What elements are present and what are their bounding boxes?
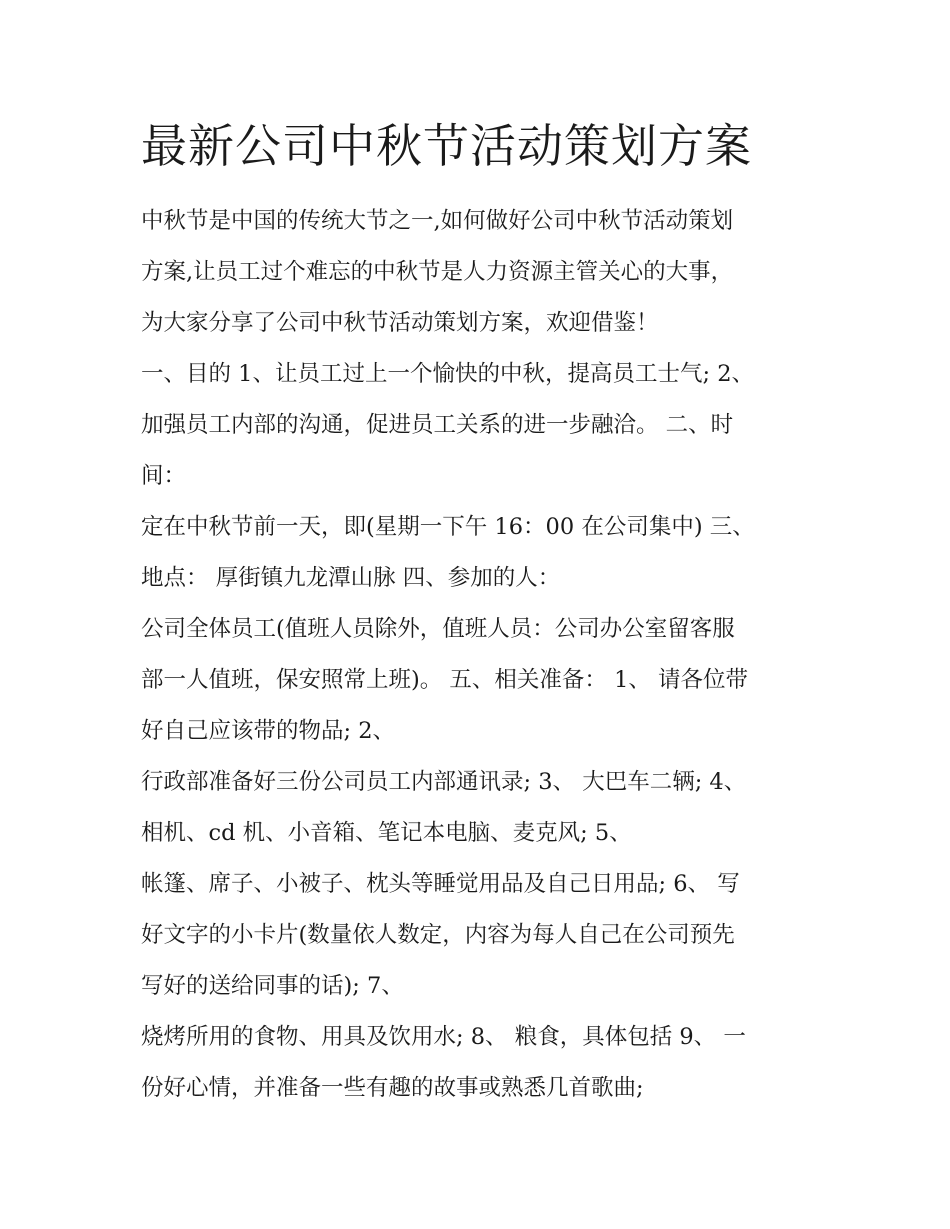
body-line: 加强员工内部的沟通，促进员工关系的进一步融洽。 二、时: [141, 412, 734, 438]
body-line: 部一人值班，保安照常上班)。 五、相关准备： 1、 请各位带: [141, 667, 749, 693]
body-line: 相机、cd 机、小音箱、笔记本电脑、麦克风; 5、: [141, 820, 632, 846]
body-line: 行政部准备好三份公司员工内部通讯录; 3、 大巴车二辆; 4、: [141, 769, 747, 795]
body-line: 方案,让员工过个难忘的中秋节是人力资源主管关心的大事，: [141, 259, 734, 285]
body-line: 好文字的小卡片(数量依人数定，内容为每人自己在公司预先: [141, 922, 735, 948]
body-line: 写好的送给同事的话); 7、: [141, 973, 404, 999]
body-line: 中秋节是中国的传统大节之一,如何做好公司中秋节活动策划: [141, 208, 734, 234]
body-line: 份好心情，并准备一些有趣的故事或熟悉几首歌曲;: [141, 1075, 644, 1101]
document-title: 最新公司中秋节活动策划方案: [141, 119, 752, 173]
body-line: 为大家分享了公司中秋节活动策划方案，欢迎借鉴！: [141, 310, 659, 336]
body-line: 定在中秋节前一天，即(星期一下午 16：00 在公司集中) 三、: [141, 514, 755, 540]
body-line: 地点： 厚街镇九龙潭山脉 四、参加的人：: [141, 565, 561, 591]
body-line: 烧烤所用的食物、用具及饮用水; 8、 粮食，具体包括 9、 一: [141, 1024, 746, 1050]
body-line: 公司全体员工(值班人员除外，值班人员：公司办公室留客服: [141, 616, 735, 642]
body-line: 一、目的 1、让员工过上一个愉快的中秋，提高员工士气; 2、: [141, 361, 755, 387]
body-line: 间：: [141, 463, 187, 489]
body-line: 好自己应该带的物品; 2、: [141, 718, 396, 744]
body-line: 帐篷、席子、小被子、枕头等睡觉用品及自己日用品; 6、 写: [141, 871, 740, 897]
